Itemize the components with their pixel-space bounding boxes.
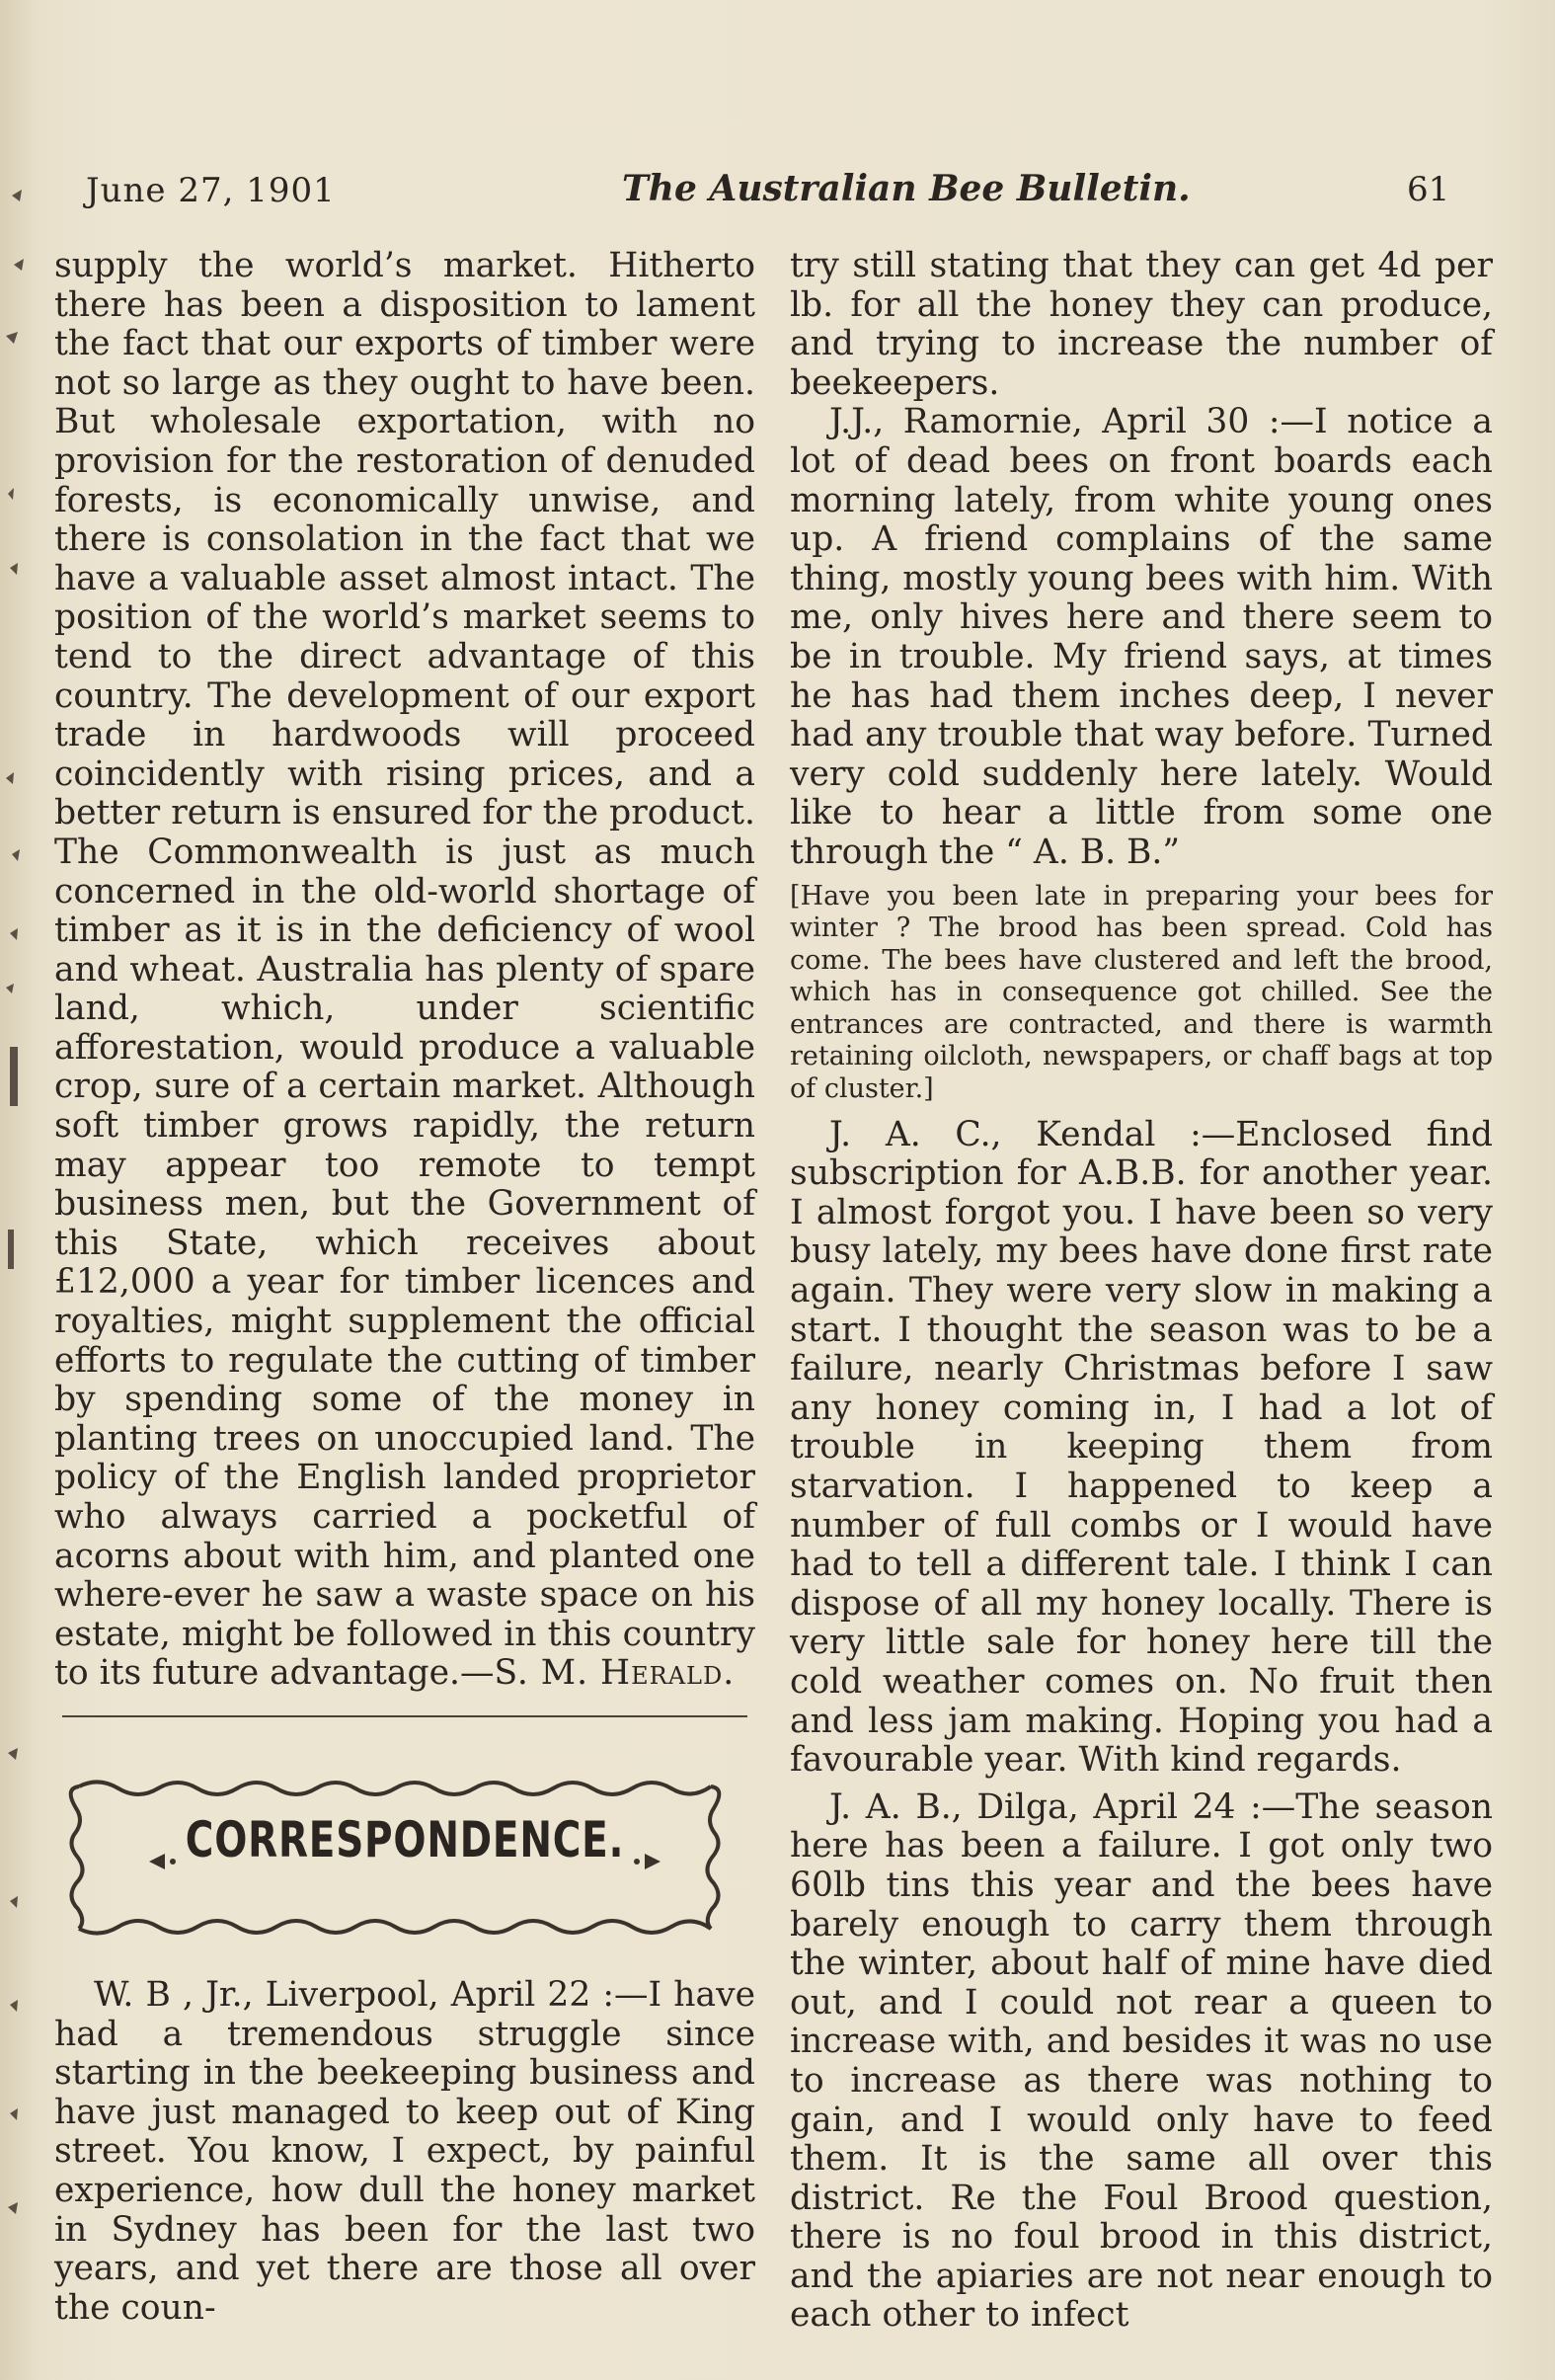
letter-wb-liverpool-continued: try still stating that they can get 4d per lb. for all the honey they can produce, and trying to increase the number of beekeepers. (790, 246, 1493, 403)
editor-note: [Have you been late in preparing your bees for winter ? The brood has been spread. Cold has come. The bees have clustered and left the brood, which has in consequence got chilled. See the entrances are contracted, and there is warmth retaining oilcloth, newspapers, or chaff bags at top of cluster.] (790, 880, 1493, 1105)
correspondence-heading: CORRESPONDENCE. (185, 1810, 625, 1868)
header-page-number: 61 (1407, 170, 1450, 209)
letter-wb-liverpool: W. B , Jr., Liverpool, April 22 :—I have had a tremendous struggle since starting in the beekeeping business and have just managed to keep out of King street. You know, I expect, by painful experience, how dull the honey market in Sydney has been for the last two years, and yet there are those all over the coun- (54, 1974, 755, 2328)
article-body (54, 247, 755, 1694)
header-journal-title: The Australian Bee Bulletin. (622, 168, 1191, 209)
letter-jac-kendal: J. A. C., Kendal :—Enclosed find subscription for A.B.B. for another year. I almost forgot you. I have been so very busy lately, my bees have done first rate again. They were very slow in making a start. I thought the season was to be a failure, nearly Christmas before I saw any honey coming in, I had a lot of trouble in keeping them from starvation. I happened to keep a number of full combs or I would have had to tell a different tale. I think I can dispose of all my honey locally. There is very little sale for honey here till the cold weather comes on. No fruit then and less jam making. Hoping you had a favourable year. With kind regards. (790, 1114, 1493, 1781)
article-source: S. M. Herald. (494, 1653, 736, 1694)
section-divider (62, 1715, 747, 1717)
letter-jj-ramornie: J.J., Ramornie, April 30 :—I notice a lot of dead bees on front boards each morning lately, from white young ones up. A friend complains of the same thing, mostly young bees with him. With me, only hives here and there seem to be in trouble. My friend says, at times he has had them inches deep, I never had any trouble that way before. Turned very cold suddenly here lately. Would like to hear a little from some one through the “ A. B. B.” (790, 402, 1493, 872)
correspondence-banner (54, 1759, 755, 1956)
article-text: supply the world’s market. Hitherto there has been a disposition to lament the fact that our exports of timber were not so large as they ought to have been. But wholesale exportation, with no provision for the restoration of denuded forests, is economically unwise, and there is consolation in the fact that we have a valuable asset almost intact. The position of the world’s market seems to tend to the direct advantage of this country. The development of our export trade in hardwoods will proceed coincidently with rising prices, and a better return is ensured for the product. The Commonwealth is just as much concerned in the old-world shortage of timber as it is in the deficiency of wool and wheat. Australia has plenty of spare land, which, under scientific afforestation, would produce a valuable crop, sure of a certain market. Although soft timber grows rapidly, the return may appear too remote to tempt business men, but the Government of this State, which receives about £12,000 a year for timber licences and royalties, might supplement the official efforts to regulate the cutting of timber by spending some of the money in planting trees on unoccupied land. The policy of the English landed proprietor who always carried a pocketful of acorns about with him, and planted one where-ever he saw a waste space on his estate, might be followed in this country to its future advantage.— (54, 246, 755, 1694)
running-header (54, 166, 1456, 215)
header-date: June 27, 1901 (86, 171, 336, 210)
letter-jab-dilga: J. A. B., Dilga, April 24 :—The season here has been a failure. I got only two 60lb tins this year and the bees have barely enough to carry them through the winter, about half of mine have died out, and I could not rear a queen to increase with, and besides it was no use to increase as there was nothing to gain, and I would only have to feed them. It is the same all over this district. Re the Foul Brood question, there is no foul brood in this district, and the apiaries are not near enough to each other to infect (790, 1786, 1493, 2336)
left-column (54, 247, 755, 2328)
margin-marks (0, 0, 49, 2380)
right-column (790, 247, 1493, 2336)
